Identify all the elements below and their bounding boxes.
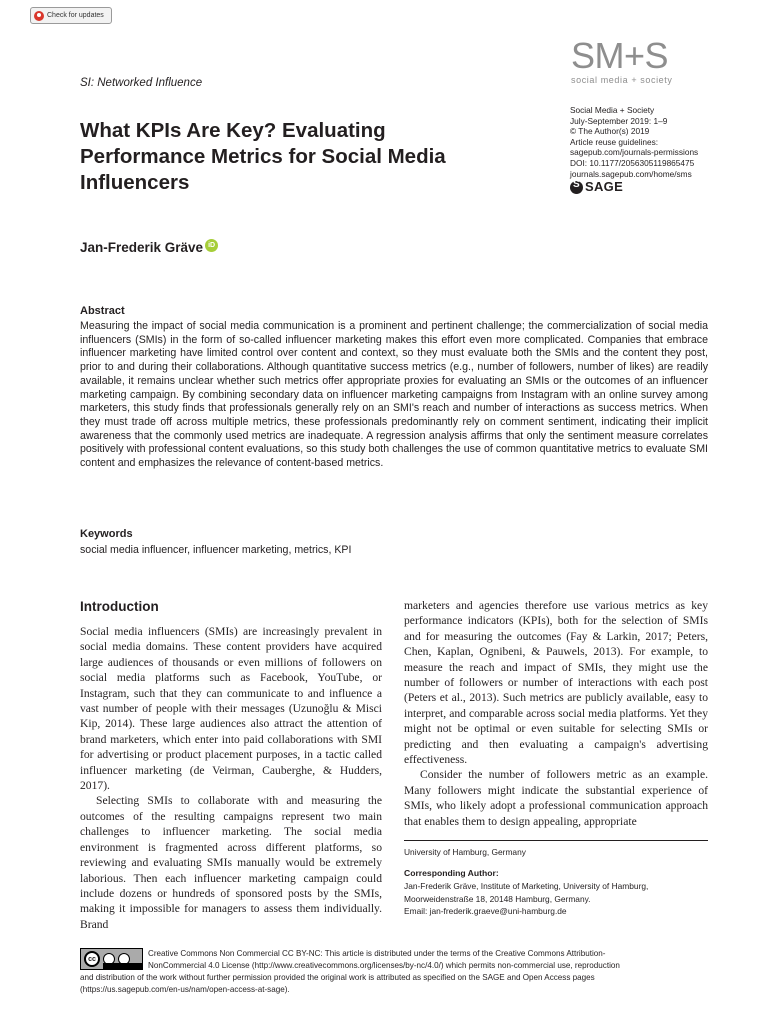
author-name	[80, 240, 218, 255]
section-label: SI: Networked Influence	[80, 77, 203, 89]
copyright: © The Author(s) 2019	[570, 126, 650, 137]
journal-home-link[interactable]: journals.sagepub.com/home/sms	[570, 168, 692, 179]
keywords-heading: Keywords	[80, 528, 133, 540]
logo-subtitle: social media + society	[571, 75, 673, 85]
license-line: NonCommercial 4.0 License (http://www.creativecommons.org/licenses/by-nc/4.0/) which permits non-commercial use, reproduction	[148, 961, 620, 970]
introduction-heading: Introduction	[80, 599, 159, 614]
check-for-updates-label: Check for updates	[47, 12, 104, 19]
license-statement	[80, 948, 680, 996]
orcid-icon[interactable]: iD	[205, 239, 218, 252]
body-paragraph: Social media influencers (SMIs) are increasingly prevalent in social media domains. These content providers have acquired large audiences of thousands or even millions of followers on social media platforms such as Facebook, YouTube, or Instagram, such that they can communicate to and influence a vast number of people with their messages (Uzunoğlu & Misci Kip, 2014). These large audiences also attract the attention of brand marketers, which enter into paid collaborations with SMI for advertising or product placement purposes, in a tactic called influencer marketing (de Veirman, Cauberghe, & Hudders, 2017).	[80, 625, 382, 793]
body-column-right	[404, 598, 708, 829]
creative-commons-icon[interactable]	[80, 948, 143, 970]
logo-mark: SM+S	[571, 35, 669, 76]
body-column-left	[80, 624, 382, 932]
author-label: Jan-Frederik Gräve	[80, 240, 204, 255]
journal-logo	[571, 35, 691, 85]
sage-wordmark: SAGE	[585, 179, 624, 195]
reuse-guidelines: Article reuse guidelines:	[570, 136, 659, 147]
body-paragraph: Selecting SMIs to collaborate with and measuring the outcomes of the resulting campaigns represent two main challenges to influencer marketing. The social media environment is fragmented across different platforms, so reviewing and evaluating SMIs manually would be extremely laborious. Then each influencer marketing campaign could include dozens or hundreds of sponsored posts by the SMIs, making it impossible for managers to assess them individually. Brand	[80, 794, 382, 931]
license-line: and distribution of the work without further permission provided the original work is attributed as specified on the SAGE and Open Access pages	[80, 973, 595, 982]
body-paragraph: Consider the number of followers metric as an example. Many followers might indicate the substantial experience of SMIs, who likely adopt a professional communication approach that enables them to design appealing, appropriate	[404, 768, 708, 828]
abstract-text: Measuring the impact of social media communication is a prominent and pertinent challenge; the commercialization of social media influencers (SMIs) in the form of so-called influencer marketing makes this effort even more complicated. Companies that embrace influencer marketing have limited control over content and context, so they must evaluate both the SMIs and the content they post, prior to and during their collaborations. Although quantitative success metrics (e.g., number of followers, number of likes) are readily available, it remains unclear whether such metrics offer appropriate proxies for evaluating an SMIs or the outcomes of an influencer marketing campaign. By combining secondary data on influencer marketing campaigns from Instagram with an online survey among marketers, this study finds that professionals generally rely on an SMI's reach and number of interactions as success metrics. When they must trade off across multiple metrics, these professionals predominantly rely on comment sentiment, indicating their implicit awareness that the commonly used metrics are inadequate. A regression analysis affirms that only the sentiment measure correlates positively with professional content evaluations, so this study both challenges the use of common quantitative metrics to evaluate SMI content and emphasizes the relevance of content-based metrics.	[80, 320, 708, 470]
corresponding-email[interactable]: Email: jan-frederik.graeve@uni-hamburg.de	[404, 906, 567, 916]
corresponding-line: Moorweidenstraße 18, 20148 Hamburg, Germany.	[404, 893, 591, 904]
journal-name: Social Media + Society	[570, 105, 655, 115]
affiliation: University of Hamburg, Germany	[404, 847, 526, 857]
sage-icon	[570, 181, 583, 194]
cc-icon: cc	[84, 951, 100, 967]
journal-metadata	[570, 105, 760, 194]
abstract-heading: Abstract	[80, 305, 125, 317]
footnote-divider	[404, 840, 708, 841]
update-icon	[34, 11, 44, 21]
journal-issue: July-September 2019: 1–9	[570, 115, 668, 126]
doi-link[interactable]: DOI: 10.1177/2056305119865475	[570, 157, 695, 168]
corresponding-author-heading: Corresponding Author:	[404, 868, 499, 878]
check-for-updates-button[interactable]	[30, 7, 112, 24]
corresponding-line: Jan-Frederik Gräve, Institute of Marketing, University of Hamburg,	[404, 881, 649, 891]
body-paragraph: marketers and agencies therefore use various metrics as key performance indicators (KPIs), both for the selection of SMIs and for measuring the outcomes (Fay & Larkin, 2017; Peters, Chen, Kaplan, Ognibeni, & Pauwels, 2013). For example, to measure the reach and impact of SMIs, they might use the number of followers or number of interactions with each post (Peters et al., 2013). Such metrics are publicly available, easy to interpret, and comparable across social media platforms. Yet they might not be optimal or even suitable for selecting SMIs or predicting and then evaluating a campaign's advertising effectiveness.	[404, 599, 708, 767]
corresponding-author-details	[404, 880, 708, 918]
keywords-text: social media influencer, influencer marketing, metrics, KPI	[80, 544, 352, 556]
license-line: (https://us.sagepub.com/en-us/nam/open-access-at-sage).	[80, 985, 290, 994]
license-line: Creative Commons Non Commercial CC BY-NC: This article is distributed under the terms of the Creative Commons Attribution-	[148, 949, 606, 958]
reuse-link[interactable]: sagepub.com/journals-permissions	[570, 147, 699, 158]
article-title: What KPIs Are Key? Evaluating Performance Metrics for Social Media Influencers	[80, 119, 446, 194]
sage-logo	[570, 181, 760, 194]
cc-label-bar	[103, 963, 143, 969]
